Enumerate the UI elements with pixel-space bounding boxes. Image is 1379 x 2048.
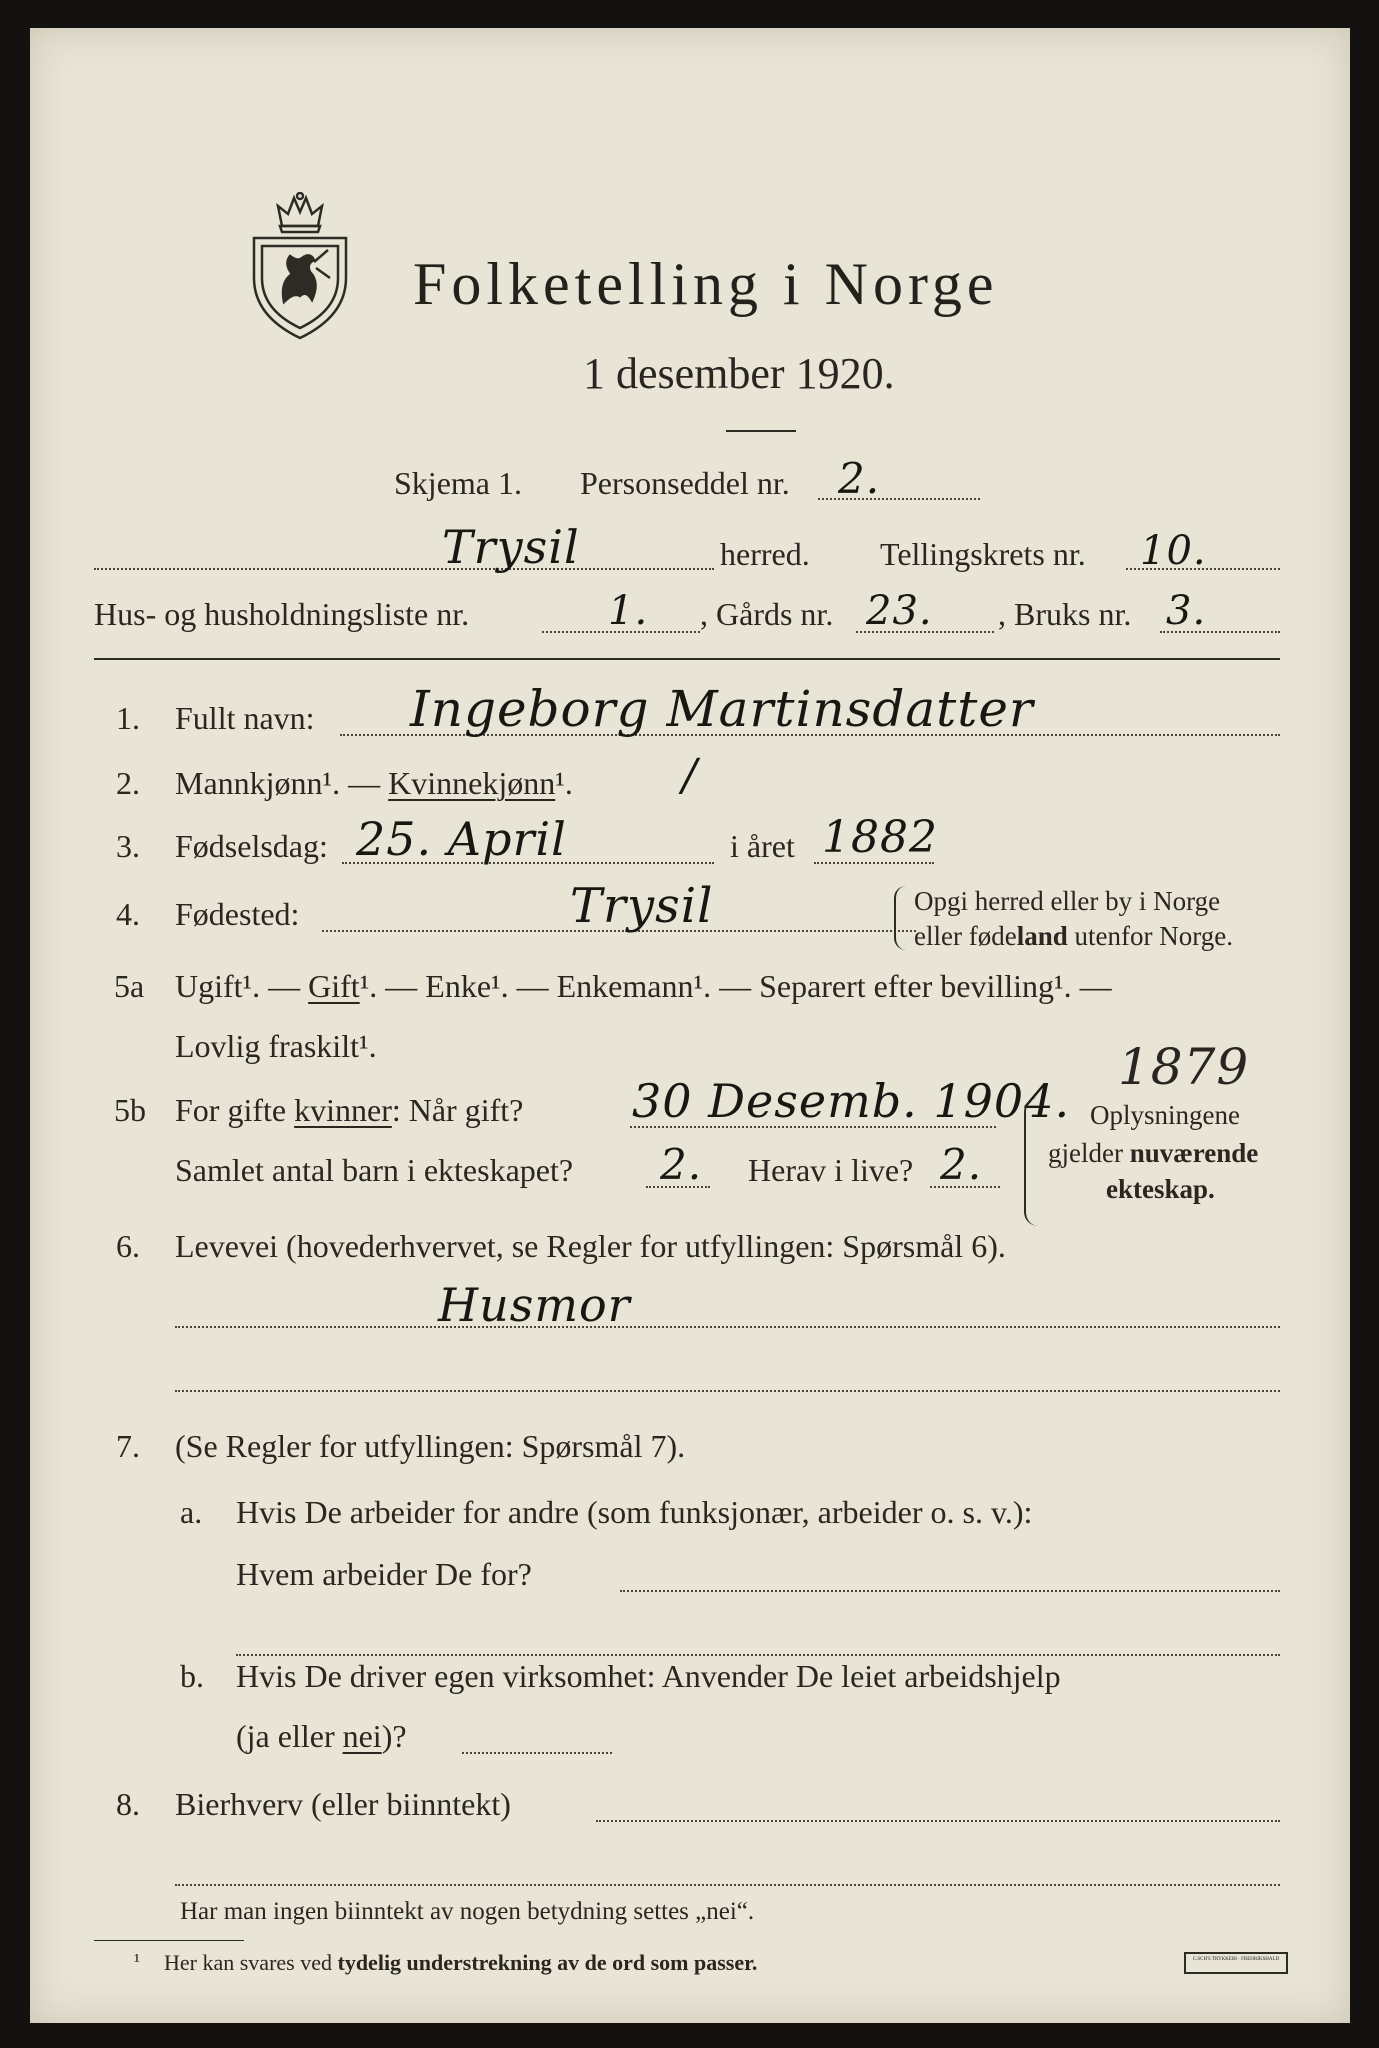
married-date-value[interactable]: 30 Desemb. 1904. xyxy=(632,1074,1071,1128)
q7b-text2: (ja eller nei)? xyxy=(236,1718,407,1754)
bruks-label: , Bruks nr. xyxy=(998,596,1132,632)
birth-date-value[interactable]: 25. April xyxy=(356,812,567,866)
q5a-number: 5a xyxy=(114,968,145,1004)
q5a-text: Ugift¹. — Gift¹. — Enke¹. — Enkemann¹. — Separert efter bevilling¹. — xyxy=(175,968,1112,1004)
coat-of-arms-icon xyxy=(244,192,356,342)
occupation-line-2[interactable] xyxy=(175,1390,1280,1392)
tellingskrets-value[interactable]: 10. xyxy=(1140,528,1207,574)
gards-label: , Gårds nr. xyxy=(700,596,834,632)
title-divider xyxy=(726,430,796,432)
q7-text: (Se Regler for utfyllingen: Spørsmål 7). xyxy=(175,1428,686,1464)
printer-stamp: C.SCH'S TRYKKERI · FREDRIKSHALD xyxy=(1184,1952,1288,1974)
tellingskrets-label: Tellingskrets nr. xyxy=(880,536,1086,572)
q2-text: Mannkjønn¹. — Kvinnekjønn¹. xyxy=(175,765,573,801)
side-income-field-line-2[interactable] xyxy=(175,1884,1280,1886)
q8-note: Har man ingen biinntekt av nogen betydning settes „nei“. xyxy=(180,1898,755,1925)
nei-underlined: nei xyxy=(342,1718,382,1754)
birthplace-value[interactable]: Trysil xyxy=(570,878,714,934)
employer-field-line-2[interactable] xyxy=(236,1654,1280,1656)
occupation-value[interactable]: Husmor xyxy=(438,1278,631,1332)
q5b-text: For gifte kvinner: Når gift? xyxy=(175,1092,524,1128)
annotation-1879: 1879 xyxy=(1118,1038,1250,1096)
hus-label: Hus- og husholdningsliste nr. xyxy=(94,596,470,632)
q3-label: Fødselsdag: xyxy=(175,828,328,864)
q6-number: 6. xyxy=(116,1228,140,1264)
q8-text: Bierhverv (eller biinntekt) xyxy=(175,1786,511,1822)
form-title: Folketelling i Norge xyxy=(413,251,999,317)
alive-label: Herav i live? xyxy=(748,1152,914,1188)
q4-note-line2: eller fødeland utenfor Norge. xyxy=(914,921,1233,951)
q7b-letter: b. xyxy=(180,1658,204,1694)
side-income-field[interactable] xyxy=(596,1820,1280,1822)
q7b-text: Hvis De driver egen virksomhet: Anvender De leiet arbeidshjelp xyxy=(236,1658,1061,1694)
bruks-value[interactable]: 3. xyxy=(1166,588,1207,634)
q3-number: 3. xyxy=(116,828,140,864)
footnote-mark: ¹ xyxy=(134,1950,140,1972)
q6-text: Levevei (hovederhvervet, se Regler for utfyllingen: Spørsmål 6). xyxy=(175,1228,1006,1264)
herred-value[interactable]: Trysil xyxy=(442,520,580,574)
q1-label: Fullt navn: xyxy=(175,700,315,736)
q7a-text2: Hvem arbeider De for? xyxy=(236,1556,532,1592)
q5b-note-line2: gjelder nuværende xyxy=(1048,1138,1259,1168)
q4-number: 4. xyxy=(116,896,140,932)
personseddel-label: Personseddel nr. xyxy=(580,465,790,501)
birth-year-value[interactable]: 1882 xyxy=(822,812,938,863)
form-date: 1 desember 1920. xyxy=(583,349,895,398)
alive-value[interactable]: 2. xyxy=(940,1140,983,1189)
q5b-number: 5b xyxy=(114,1092,146,1128)
census-form-page xyxy=(30,28,1350,2023)
gift-underlined: Gift xyxy=(308,968,360,1004)
hus-value[interactable]: 1. xyxy=(608,588,649,634)
q4-label: Fødested: xyxy=(175,896,300,932)
year-label: i året xyxy=(730,828,795,864)
q4-note-line1: Opgi herred eller by i Norge xyxy=(914,886,1221,916)
q2-number: 2. xyxy=(116,765,140,801)
q5a-line2: Lovlig fraskilt¹. xyxy=(175,1028,377,1064)
footnote-text: Her kan svares ved tydelig understrekning av de ord som passer. xyxy=(164,1950,758,1975)
herred-label: herred. xyxy=(720,536,810,572)
q2-mark[interactable]: / xyxy=(682,750,698,801)
children-label: Samlet antal barn i ekteskapet? xyxy=(175,1152,574,1188)
personseddel-value[interactable]: 2. xyxy=(838,454,881,503)
q7a-text: Hvis De arbeider for andre (som funksjonær, arbeider o. s. v.): xyxy=(236,1494,1033,1530)
header-divider xyxy=(94,658,1280,660)
q5b-note-line1: Oplysningene xyxy=(1090,1100,1240,1130)
full-name-value[interactable]: Ingeborg Martinsdatter xyxy=(410,680,1034,738)
q7a-letter: a. xyxy=(180,1494,203,1530)
gards-value[interactable]: 23. xyxy=(866,588,933,634)
children-value[interactable]: 2. xyxy=(660,1140,703,1189)
kvinnekjonn-underlined: Kvinnekjønn xyxy=(388,765,556,801)
q1-number: 1. xyxy=(116,700,140,736)
q8-number: 8. xyxy=(116,1786,140,1822)
footnote-divider xyxy=(94,1940,244,1941)
q5b-note-line3: ekteskap. xyxy=(1106,1174,1215,1204)
skjema-label: Skjema 1. xyxy=(394,465,522,501)
employer-field[interactable] xyxy=(620,1590,1280,1592)
q7-number: 7. xyxy=(116,1428,140,1464)
hired-help-field[interactable] xyxy=(462,1752,612,1754)
